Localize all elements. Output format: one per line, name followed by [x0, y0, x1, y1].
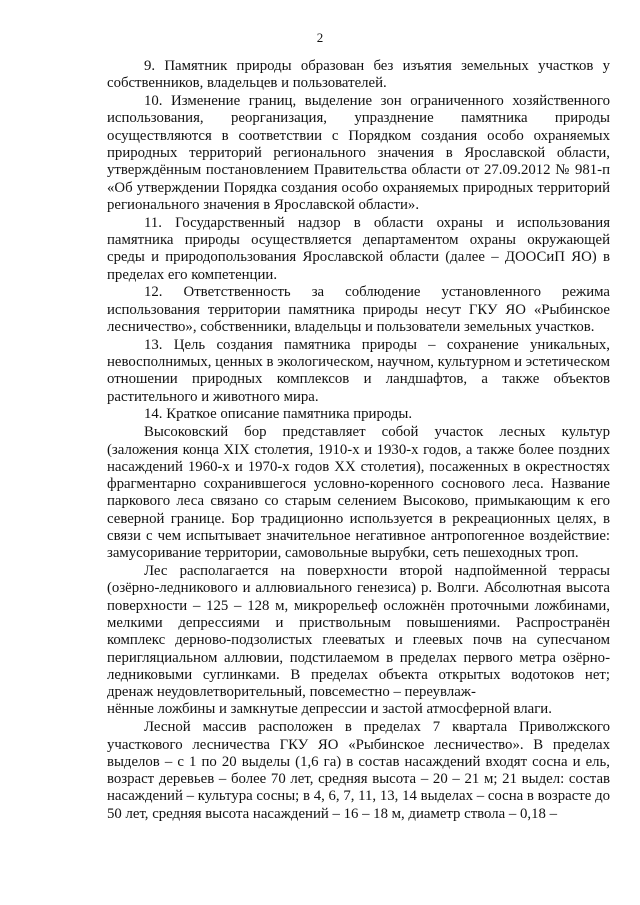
- paragraph-10: 10. Изменение границ, выделение зон ограниченного хозяйственного использования, реорганизация, упразднение памятника природы осуществляются в соответствии с Порядком создания особо охраняемых природных территорий регионального значения в Ярославской области, утверждённым постановлением Правительства области от 27.09.2012 № 981-п «Об утверждении Порядка создания особо охраняемых природных территорий регионального значения в Ярославской области».: [107, 93, 610, 213]
- paragraph-14-heading: 14. Краткое описание памятника природы.: [144, 406, 413, 423]
- page-number: 2: [316, 30, 324, 45]
- paragraph-9: 9. Памятник природы образован без изъятия земельных участков у собственников, владельцев и пользователей.: [107, 58, 610, 92]
- paragraph-13: 13. Цель создания памятника природы – сохранение уникальных, невосполнимых, ценных в экологическом, научном, культурном и эстетическом отношении природных комплексов и ландшафтов, а также объектов растительного и животного мира.: [107, 336, 610, 405]
- paragraph-relief: Лес располагается на поверхности второй надпойменной террасы (озёрно-ледникового и аллювиального генезиса) р. Волги. Абсолютная высота поверхности – 125 – 128 м, микрорельеф осложнён проточными ложбинами, мелкими депрессиями и приствольным повышениями. Распространён комплекс дерново-подзолистых глееватых и глеевых почв на супесчаном перигляциальном аллювии, подстилаемом в пределах первого метра озёрно-ледниковыми суглинками. В пределах объекта открытых водотоков нет; дренаж неудовлетворительный, повсеместно – переувлаж- нённые ложбины и замкнутые депрессии и застой атмосферной влаги.: [107, 563, 610, 718]
- paragraph-forest: Лесной массив расположен в пределах 7 квартала Приволжского участкового лесничества ГКУ ЯО «Рыбинское лесничество». В пределах выделов – с 1 по 20 выделы (1,6 га) в состав насаждений входят сосна и ель, возраст деревьев – более 70 лет, средняя высота – 20 – 21 м; 21 выдел: состав насаждений – культура сосны; в 4, 6, 7, 11, 13, 14 выделах – сосна в возрасте до 50 лет, средняя высота насаждений – 16 – 18 м, диаметр ствола – 0,18 –: [107, 719, 610, 822]
- paragraph-description: Высоковский бор представляет собой участок лесных культур (заложения конца XIX столетия, 1910-х и 1930-х годов, а также более поздних насаждений 1960-х и 1970-х годов XX столетия), посаженных в окрестностях фрагментарно сохранившегося условно-коренного соснового леса. Название паркового леса связано со старым селением Высоково, примыкающим к его северной границе. Бор традиционно используется в рекреационных целях, в связи с чем испытывает значительное негативное антропогенное воздействие: замусоривание территории, самовольные вырубки, сеть пешеходных троп.: [107, 424, 610, 562]
- paragraph-11: 11. Государственный надзор в области охраны и использования памятника природы осуществляется департаментом охраны окружающей среды и природопользования Ярославской области (далее – ДООСиП ЯО) в пределах его компетенции.: [107, 214, 610, 283]
- paragraph-12: 12. Ответственность за соблюдение установленного режима использования территории памятника природы несут ГКУ ЯО «Рыбинское лесничество», собственники, владельцы и пользователи земельных участков.: [107, 284, 610, 335]
- document-body: [107, 58, 610, 823]
